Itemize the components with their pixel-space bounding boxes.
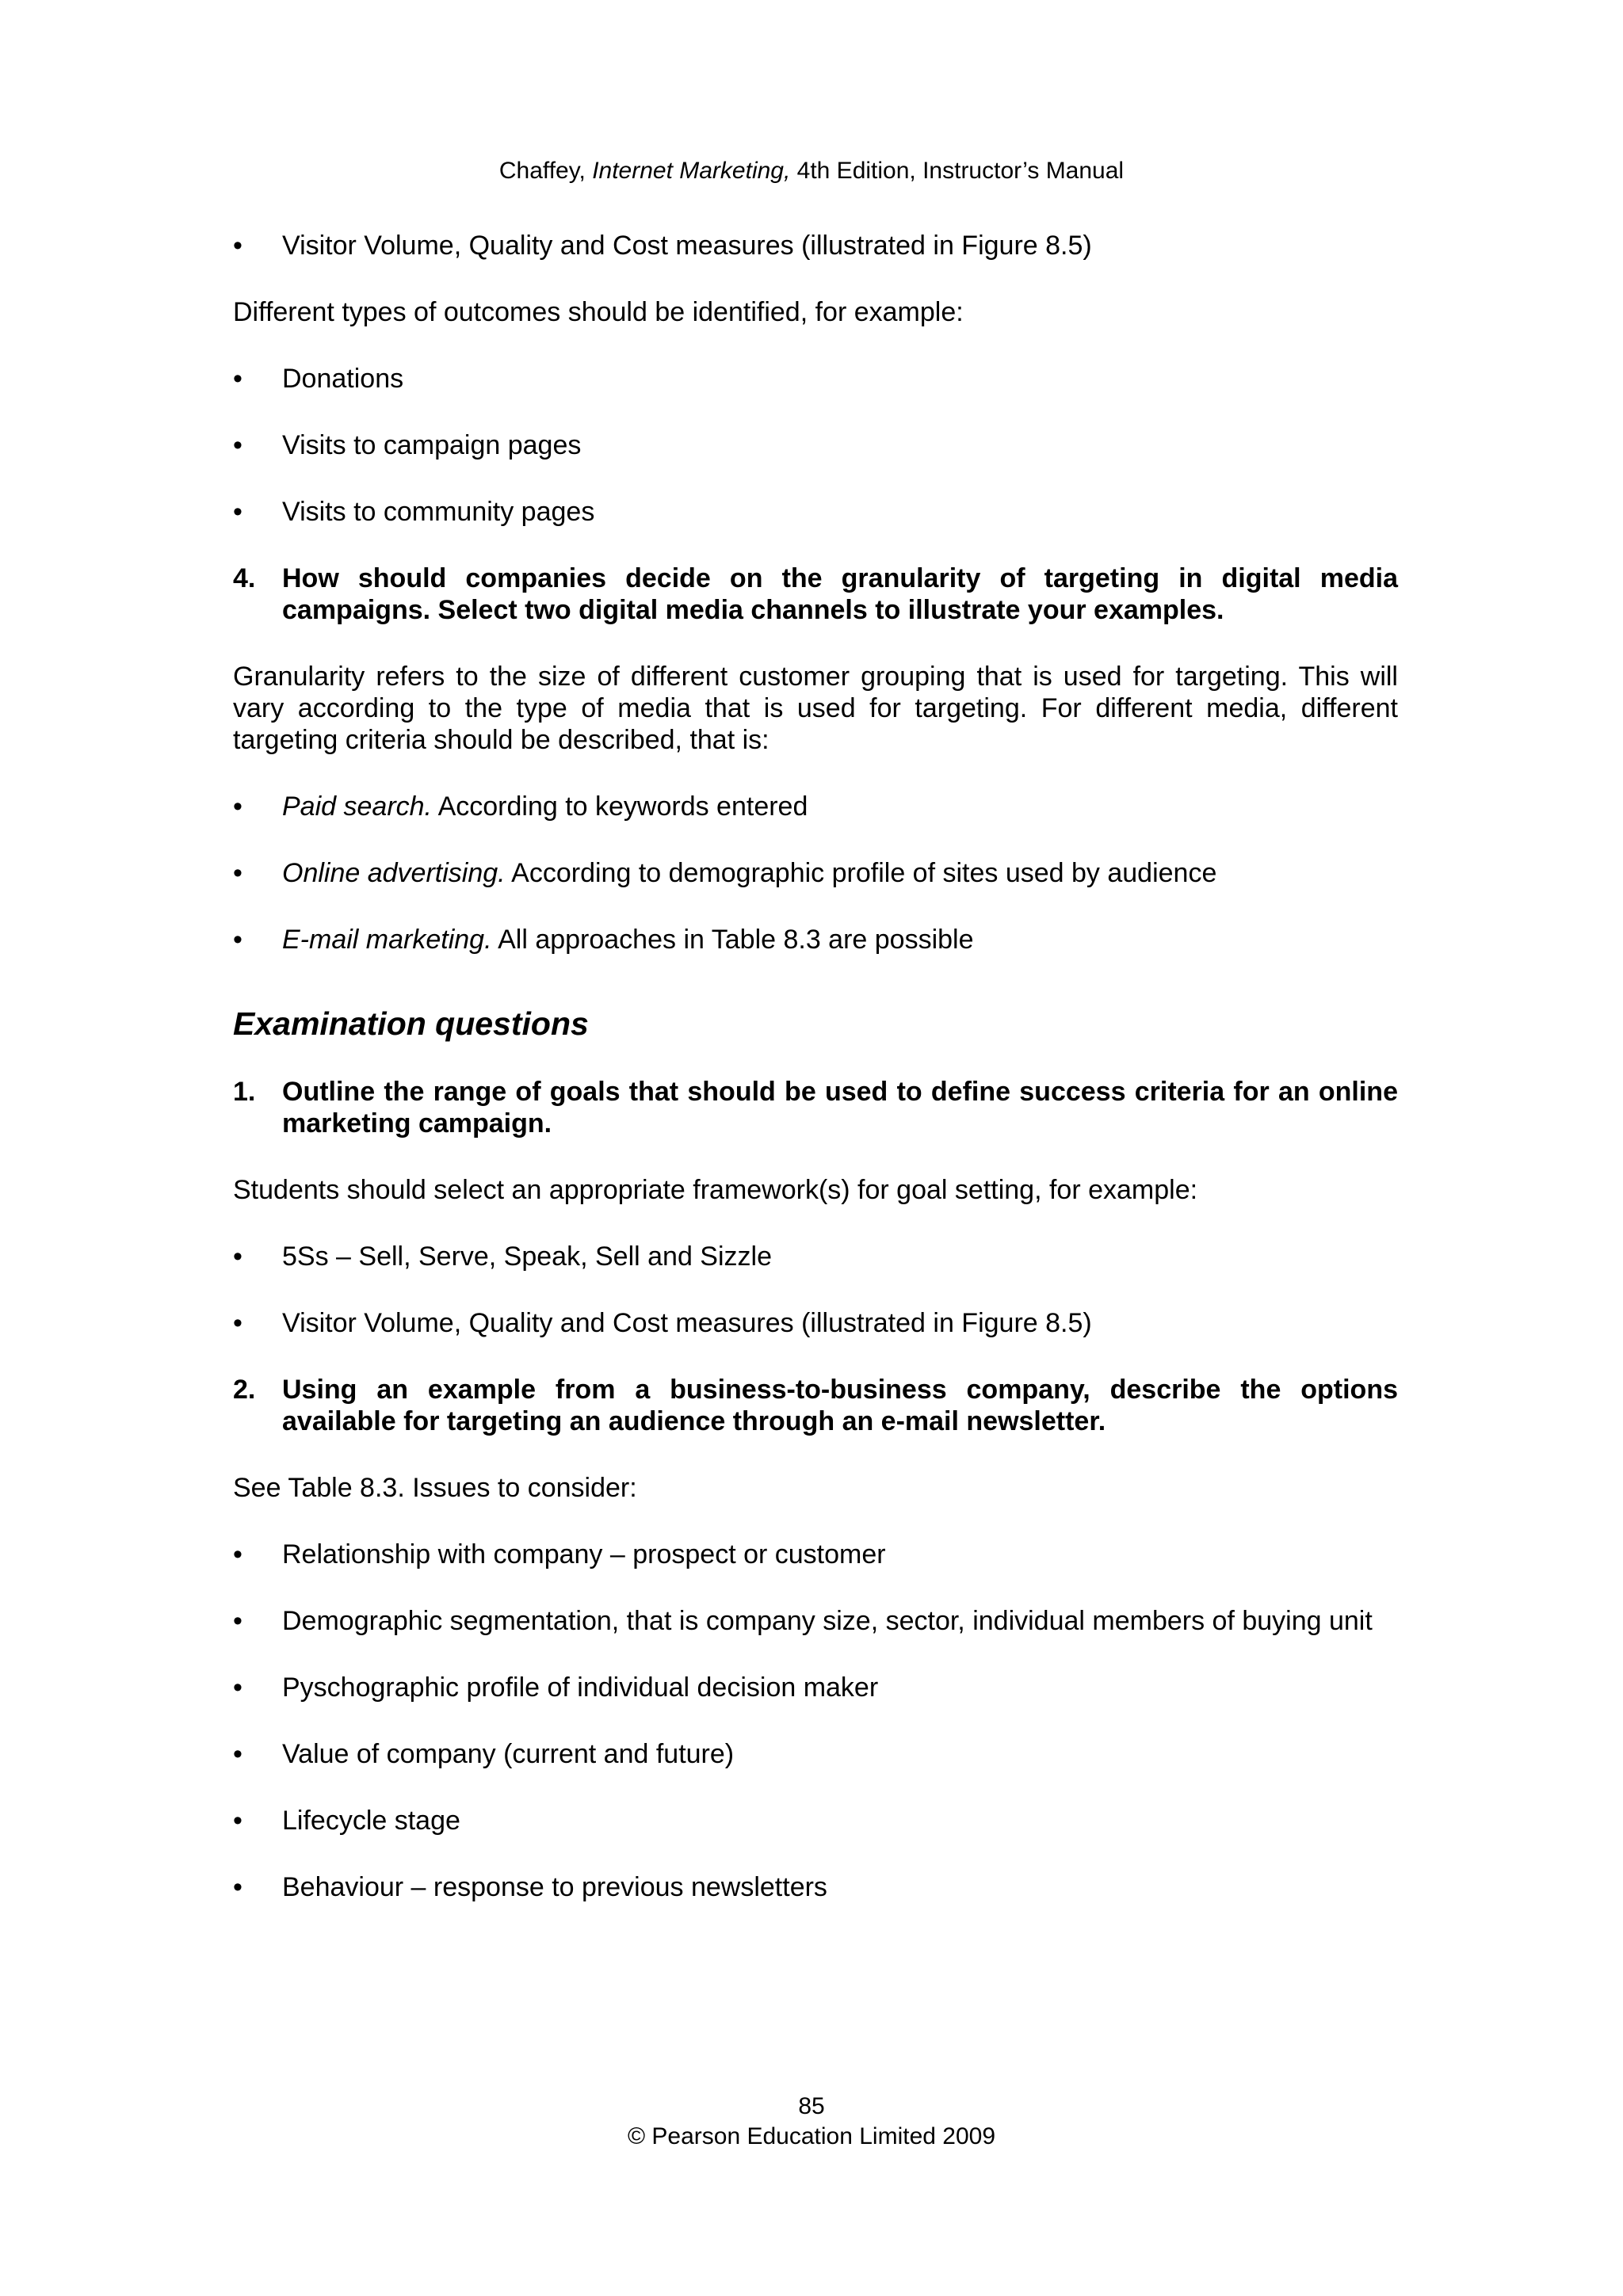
list-item bbox=[233, 1241, 1398, 1272]
list-item-text: Visits to community pages bbox=[282, 497, 595, 527]
list-item-term: Online advertising. bbox=[282, 858, 506, 888]
list-item-text: Demographic segmentation, that is company size, sector, individual members of buying unit bbox=[282, 1606, 1373, 1636]
bullet-marker: • bbox=[233, 1806, 242, 1836]
header-book-title: Internet Marketing, bbox=[592, 158, 791, 184]
list-item bbox=[233, 1805, 1398, 1836]
list-item-text: Donations bbox=[282, 364, 404, 394]
list-item-text: Visitor Volume, Quality and Cost measures (illustrated in Figure 8.5) bbox=[282, 231, 1092, 261]
section-heading: Examination questions bbox=[233, 1005, 589, 1042]
list-item bbox=[233, 1672, 1398, 1703]
list-item bbox=[233, 1605, 1398, 1637]
list-item bbox=[233, 857, 1398, 889]
copyright-notice: © Pearson Education Limited 2009 bbox=[627, 2123, 996, 2149]
list-item bbox=[233, 924, 1398, 955]
page-number: 85 bbox=[798, 2093, 825, 2119]
paragraph: See Table 8.3. Issues to consider: bbox=[233, 1473, 637, 1503]
list-item bbox=[233, 1539, 1398, 1570]
list-item-text: According to demographic profile of sites used by audience bbox=[505, 858, 1217, 888]
list-item bbox=[233, 429, 1398, 461]
bullet-marker: • bbox=[233, 791, 242, 822]
list-item bbox=[233, 496, 1398, 528]
list-item-term: Paid search. bbox=[282, 791, 432, 822]
list-item bbox=[233, 1307, 1398, 1339]
paragraph: Students should select an appropriate framework(s) for goal setting, for example: bbox=[233, 1175, 1198, 1205]
list-item-text: Behaviour – response to previous newsletters bbox=[282, 1872, 827, 1902]
exam-question-1 bbox=[233, 1076, 1398, 1139]
question-4 bbox=[233, 563, 1398, 626]
list-item-text: All approaches in Table 8.3 are possible bbox=[491, 925, 974, 955]
list-item bbox=[233, 791, 1398, 822]
bullet-marker: • bbox=[233, 364, 242, 394]
list-item bbox=[233, 1871, 1398, 1903]
bullet-marker: • bbox=[233, 1672, 242, 1703]
page-footer bbox=[0, 2092, 1623, 2152]
page-content bbox=[233, 230, 1398, 1938]
question-number: 4. bbox=[233, 563, 256, 593]
bullet-marker: • bbox=[233, 1308, 242, 1338]
bullet-marker: • bbox=[233, 1539, 242, 1569]
bullet-marker: • bbox=[233, 925, 242, 955]
question-text: Outline the range of goals that should be used to define success criteria for an online marketing campaign. bbox=[282, 1077, 1398, 1138]
list-item-text: Lifecycle stage bbox=[282, 1806, 460, 1836]
bullet-marker: • bbox=[233, 497, 242, 527]
exam-question-2 bbox=[233, 1374, 1398, 1437]
list-item bbox=[233, 1738, 1398, 1770]
bullet-marker: • bbox=[233, 1241, 242, 1272]
paragraph: Granularity refers to the size of different customer grouping that is used for targeting. This will vary according to the type of media that is used for targeting. For different media, different targeting criteria should be described, that is: bbox=[233, 662, 1398, 755]
list-item-text: Pyschographic profile of individual decision maker bbox=[282, 1672, 879, 1703]
list-item bbox=[233, 230, 1398, 261]
question-text: How should companies decide on the granularity of targeting in digital media campaigns. Select two digital media channels to illustrate your examples. bbox=[282, 563, 1398, 625]
running-header bbox=[0, 155, 1623, 187]
list-item bbox=[233, 363, 1398, 395]
list-item-text: Value of company (current and future) bbox=[282, 1739, 735, 1769]
bullet-marker: • bbox=[233, 231, 242, 261]
bullet-marker: • bbox=[233, 858, 242, 888]
list-item-term: E-mail marketing. bbox=[282, 925, 492, 955]
paragraph: Different types of outcomes should be identified, for example: bbox=[233, 297, 964, 327]
list-item-text: Visitor Volume, Quality and Cost measures (illustrated in Figure 8.5) bbox=[282, 1308, 1092, 1338]
bullet-marker: • bbox=[233, 1739, 242, 1769]
header-author: Chaffey, bbox=[498, 158, 593, 184]
question-number: 1. bbox=[233, 1077, 256, 1107]
bullet-marker: • bbox=[233, 1872, 242, 1902]
list-item-text: Visits to campaign pages bbox=[282, 430, 582, 460]
header-edition: 4th Edition, Instructor’s Manual bbox=[790, 158, 1125, 184]
list-item-text: According to keywords entered bbox=[432, 791, 808, 822]
bullet-marker: • bbox=[233, 1606, 242, 1636]
list-item-text: 5Ss – Sell, Serve, Speak, Sell and Sizzle bbox=[282, 1241, 772, 1272]
list-item-text: Relationship with company – prospect or customer bbox=[282, 1539, 886, 1569]
bullet-marker: • bbox=[233, 430, 242, 460]
question-text: Using an example from a business-to-business company, describe the options available for targeting an audience through an e-mail newsletter. bbox=[282, 1375, 1398, 1436]
question-number: 2. bbox=[233, 1375, 256, 1405]
